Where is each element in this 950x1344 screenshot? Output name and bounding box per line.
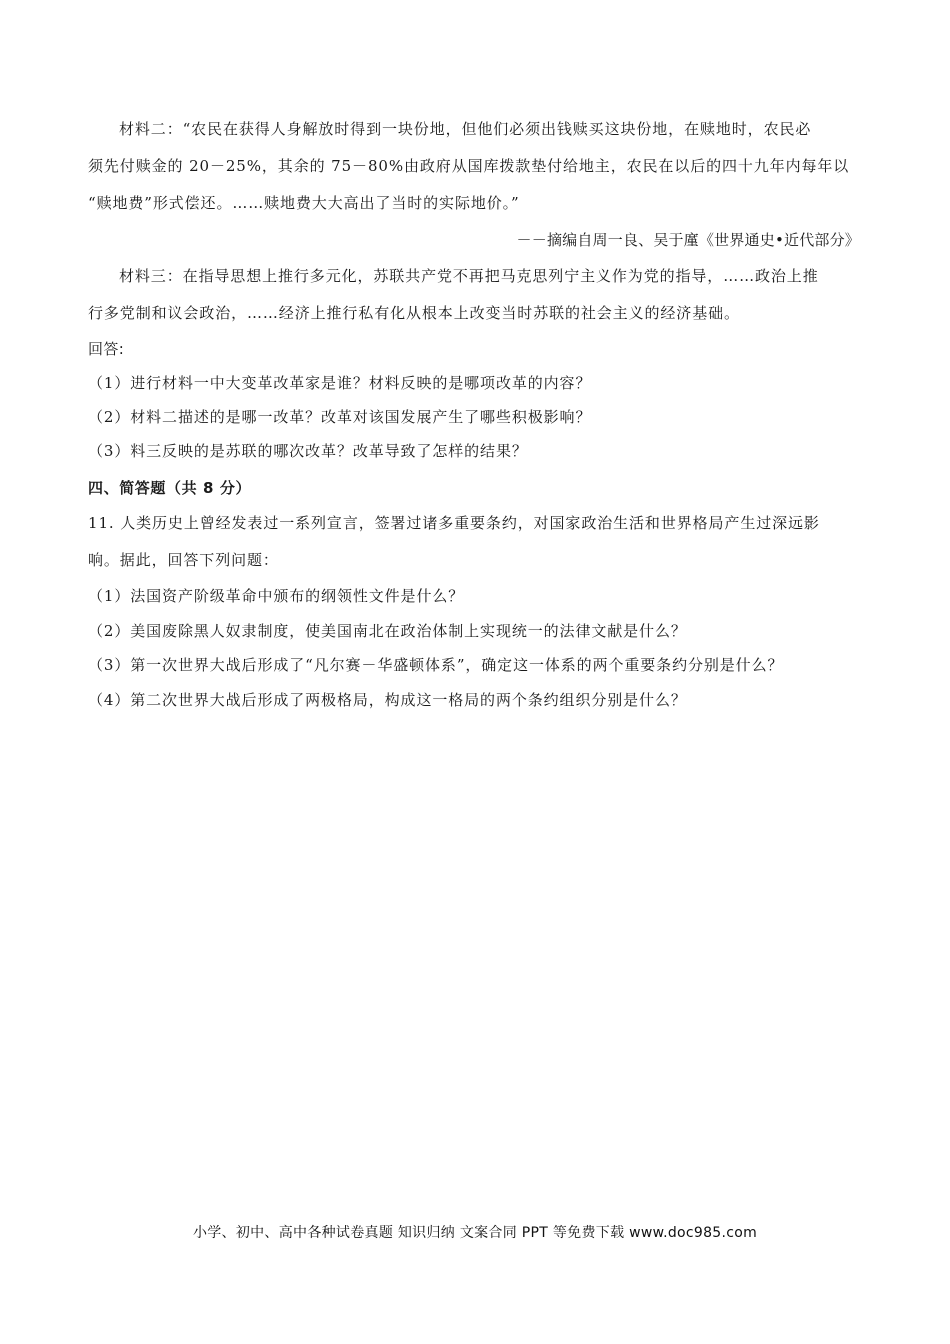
footer-download-note: 小学、初中、高中各种试卷真题 知识归纳 文案合同 PPT 等免费下载 www.doc985.com: [192, 1225, 758, 1241]
q11-part4: （4）第二次世界大战后形成了两极格局，构成这一格局的两个条约组织分别是什么？: [88, 691, 687, 709]
material2-line3: “赎地费”形式偿还。……赎地费大大高出了当时的实际地价。”: [88, 194, 520, 212]
material2-source: －－摘编自周一良、吴于廑《世界通史•近代部分》: [516, 231, 860, 249]
answer-label: 回答:: [88, 340, 125, 358]
q11-part3: （3）第一次世界大战后形成了“凡尔赛－华盛顿体系”，确定这一体系的两个重要条约分别是什么？: [88, 656, 784, 674]
q11-part1: （1）法国资产阶级革命中颁布的纲领性文件是什么？: [88, 587, 465, 605]
material2-line2: 须先付赎金的 20－25%，其余的 75－80%由政府从国库拨款垫付给地主，农民在以后的四十九年内每年以: [88, 157, 850, 175]
q11-stem-line2: 响。据此，回答下列问题：: [88, 551, 279, 569]
q10-part2: （2）材料二描述的是哪一改革？改革对该国发展产生了哪些积极影响？: [88, 408, 592, 426]
material3-line1: 材料三：在指导思想上推行多元化，苏联共产党不再把马克思列宁主义作为党的指导，……政治上推: [119, 267, 819, 285]
q10-part3: （3）料三反映的是苏联的哪次改革？改革导致了怎样的结果？: [88, 442, 528, 460]
q11-part2: （2）美国废除黑人奴隶制度，使美国南北在政治体制上实现统一的法律文献是什么？: [88, 622, 687, 640]
q10-part1: （1）进行材料一中大变革改革家是谁？材料反映的是哪项改革的内容？: [88, 374, 592, 392]
material2-line1: 材料二：“农民在获得人身解放时得到一块份地，但他们必须出钱赎买这块份地，在赎地时，农民必: [119, 120, 812, 138]
material3-line2: 行多党制和议会政治，……经济上推行私有化从根本上改变当时苏联的社会主义的经济基础。: [88, 304, 740, 322]
q11-stem-line1: 11. 人类历史上曾经发表过一系列宣言，签署过诸多重要条约，对国家政治生活和世界格局产生过深远影: [88, 514, 820, 532]
section4-heading: 四、简答题（共 8 分）: [88, 479, 252, 497]
